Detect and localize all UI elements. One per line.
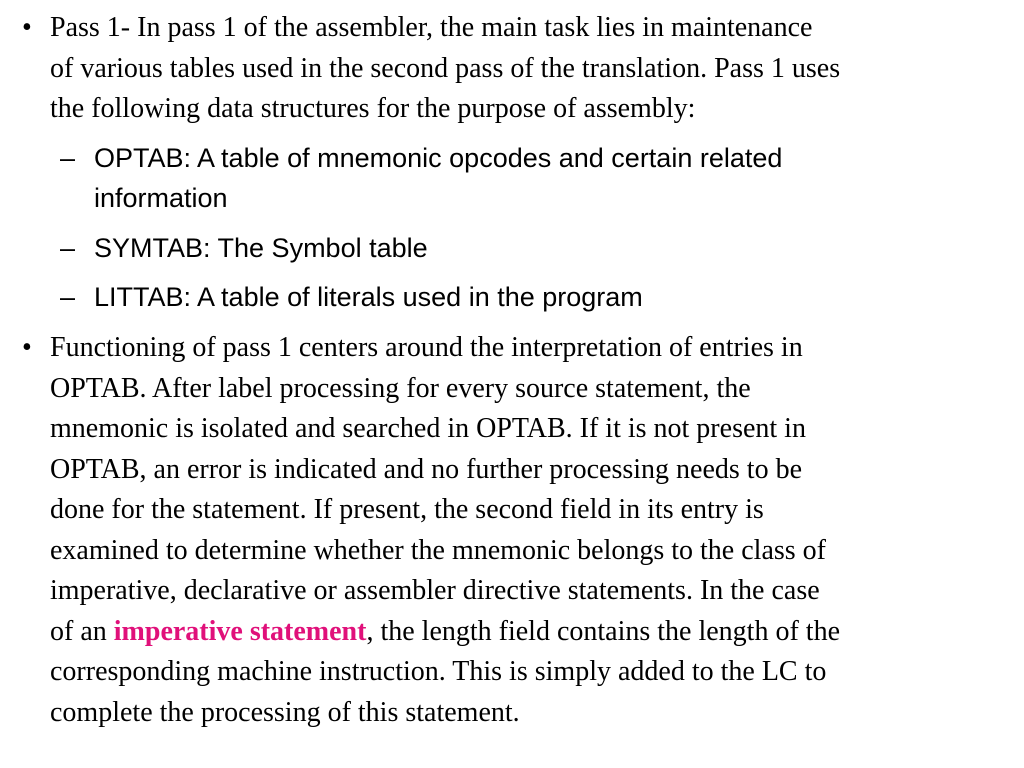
text-line: of various tables used in the second pass of the translation. Pass 1 uses xyxy=(50,52,841,84)
text-line: SYMTAB: The Symbol table xyxy=(94,233,428,263)
text-line: examined to determine whether the mnemonic belongs to the class of xyxy=(50,534,826,566)
bullet-pass1-text xyxy=(50,8,1016,130)
highlight-imperative-statement: imperative statement xyxy=(113,615,367,647)
text-line: the following data structures for the purpose of assembly: xyxy=(50,93,696,124)
text-segment: of an xyxy=(50,615,114,647)
dash-marker: – xyxy=(60,233,76,263)
text-line: Functioning of pass 1 centers around the interpretation of entries in xyxy=(50,332,803,363)
text-line: complete the processing of this statement. xyxy=(50,696,520,728)
text-segment: , the length field contains the length of the xyxy=(366,615,840,647)
text-line: imperative, declarative or assembler directive statements. In the case xyxy=(50,575,820,606)
text-line: corresponding machine instruction. This is simply added to the LC to xyxy=(50,656,827,687)
text-line: OPTAB, an error is indicated and no further processing needs to be xyxy=(50,453,802,485)
bullet-marker: • xyxy=(22,12,32,43)
bullet-functioning-text xyxy=(50,328,1016,733)
text-line: Pass 1- In pass 1 of the assembler, the main task lies in maintenance xyxy=(50,12,813,43)
text-line: done for the statement. If present, the second field in its entry is xyxy=(50,494,764,525)
text-line: LITTAB: A table of literals used in the program xyxy=(94,282,643,312)
bullet-marker: • xyxy=(22,332,32,363)
text-line: information xyxy=(94,183,228,213)
subitem-symtab-text xyxy=(94,228,1014,268)
dash-marker: – xyxy=(60,282,76,312)
text-line: OPTAB. After label processing for every source statement, the xyxy=(50,372,751,404)
text-line-highlighted xyxy=(50,612,1016,653)
text-line: OPTAB: A table of mnemonic opcodes and certain related xyxy=(94,143,783,173)
dash-marker: – xyxy=(60,143,76,173)
subitem-optab-text xyxy=(94,138,1014,218)
text-line: mnemonic is isolated and searched in OPTAB. If it is not present in xyxy=(50,413,806,444)
subitem-littab-text xyxy=(94,277,1014,317)
